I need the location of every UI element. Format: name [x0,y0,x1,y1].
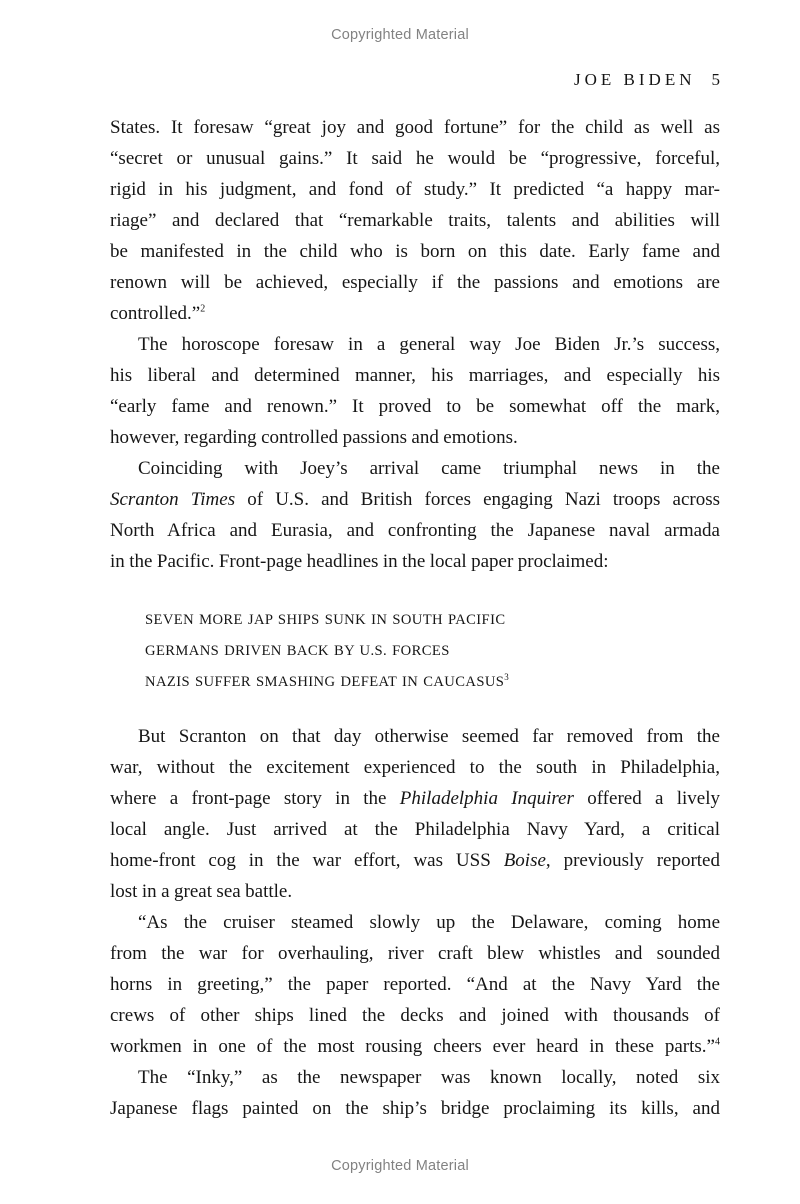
italic-text: Boise [503,850,546,871]
italic-text: Philadelphia Inquirer [399,788,574,809]
text-line [110,422,720,453]
text-line [110,112,720,143]
text-line [110,845,720,876]
text-line [110,515,720,546]
text-segment: “early fame and renown.” It proved to be somewhat off the mark, [110,396,720,417]
text-segment: The “Inky,” as the newspaper was known locally, noted six [138,1067,720,1088]
text-segment: NAZIS SUFFER SMASHING DEFEAT IN CAUCASUS [145,674,505,690]
text-line [145,667,720,698]
paragraph [110,721,720,907]
text-line [110,752,720,783]
text-line [110,1000,720,1031]
text-segment: , previously reported [545,850,720,871]
text-segment: crews of other ships lined the decks and joined with thousands of [110,1005,720,1026]
text-segment: from the war for overhauling, river craft blew whistles and sounded [110,943,720,964]
text-segment: GERMANS DRIVEN BACK BY U.S. FORCES [145,643,450,659]
text-segment: “secret or unusual gains.” It said he would be “progressive, forceful, [110,148,720,169]
text-segment: riage” and declared that “remarkable traits, talents and abilities will [110,210,720,231]
text-segment: be manifested in the child who is born on this date. Early fame and [110,241,720,262]
text-line [110,721,720,752]
text-segment: Coinciding with Joey’s arrival came triumphal news in the [138,458,720,479]
text-line [110,205,720,236]
text-line [110,1093,720,1124]
paragraph [110,329,720,453]
text-segment: of U.S. and British forces engaging Nazi troops across [235,489,720,510]
text-segment: local angle. Just arrived at the Philadelphia Navy Yard, a critical [110,819,720,840]
page-number: 5 [711,70,720,89]
copyright-notice-bottom: Copyrighted Material [331,1158,469,1174]
text-segment: where a front-page story in the [110,788,400,809]
text-segment: controlled.” [110,303,201,324]
text-line [110,546,720,577]
text-line [110,1062,720,1093]
text-line [145,605,720,636]
text-line [110,876,720,907]
text-segment: horns in greeting,” the paper reported. “And at the Navy Yard the [110,974,720,995]
text-line [110,298,720,329]
text-line [110,969,720,1000]
text-segment: rigid in his judgment, and fond of study.” It predicted “a happy mar- [110,179,720,200]
footnote-reference: 4 [715,1036,720,1048]
running-head-title: JOE BIDEN [574,70,696,89]
text-segment: lost in a great sea battle. [110,881,293,902]
italic-text: Scranton Times [110,489,236,510]
paragraph [110,112,720,329]
text-segment: offered a lively [573,788,721,809]
text-segment: North Africa and Eurasia, and confronting the Japanese naval armada [110,520,720,541]
text-segment: workmen in one of the most rousing cheers ever heard in these parts.” [110,1036,715,1057]
text-line [110,938,720,969]
text-line [110,143,720,174]
text-line [110,236,720,267]
paragraph [110,453,720,577]
text-segment: SEVEN MORE JAP SHIPS SUNK IN SOUTH PACIFIC [145,612,506,628]
text-segment: But Scranton on that day otherwise seemed far removed from the [138,726,720,747]
text-segment: in the Pacific. Front-page headlines in the local paper proclaimed: [110,551,609,572]
headline-block [110,605,720,698]
text-line [110,783,720,814]
footnote-reference: 2 [200,303,206,315]
text-segment: home-front cog in the war effort, was USS [110,850,504,871]
text-line [110,329,720,360]
text-segment: however, regarding controlled passions and emotions. [110,427,518,448]
body-text [110,112,720,1124]
text-line [110,360,720,391]
text-line [110,267,720,298]
text-line [110,391,720,422]
text-segment: The horoscope foresaw in a general way Joe Biden Jr.’s success, [138,334,720,355]
text-segment: renown will be achieved, especially if the passions and emotions are [110,272,720,293]
text-line [110,453,720,484]
page-header [110,70,720,90]
text-segment: war, without the excitement experienced to the south in Philadelphia, [110,757,720,778]
text-line [110,907,720,938]
text-segment: his liberal and determined manner, his marriages, and especially his [110,365,720,386]
paragraph [110,907,720,1062]
paragraph [110,1062,720,1124]
text-line [110,814,720,845]
copyright-notice-top: Copyrighted Material [331,27,469,43]
footnote-reference: 3 [504,672,509,683]
text-segment: “As the cruiser steamed slowly up the Delaware, coming home [138,912,720,933]
text-line [145,636,720,667]
text-line [110,1031,720,1062]
text-segment: Japanese flags painted on the ship’s bridge proclaiming its kills, and [110,1098,720,1119]
text-segment: States. It foresaw “great joy and good fortune” for the child as well as [110,117,720,138]
text-line [110,484,720,515]
text-line [110,174,720,205]
